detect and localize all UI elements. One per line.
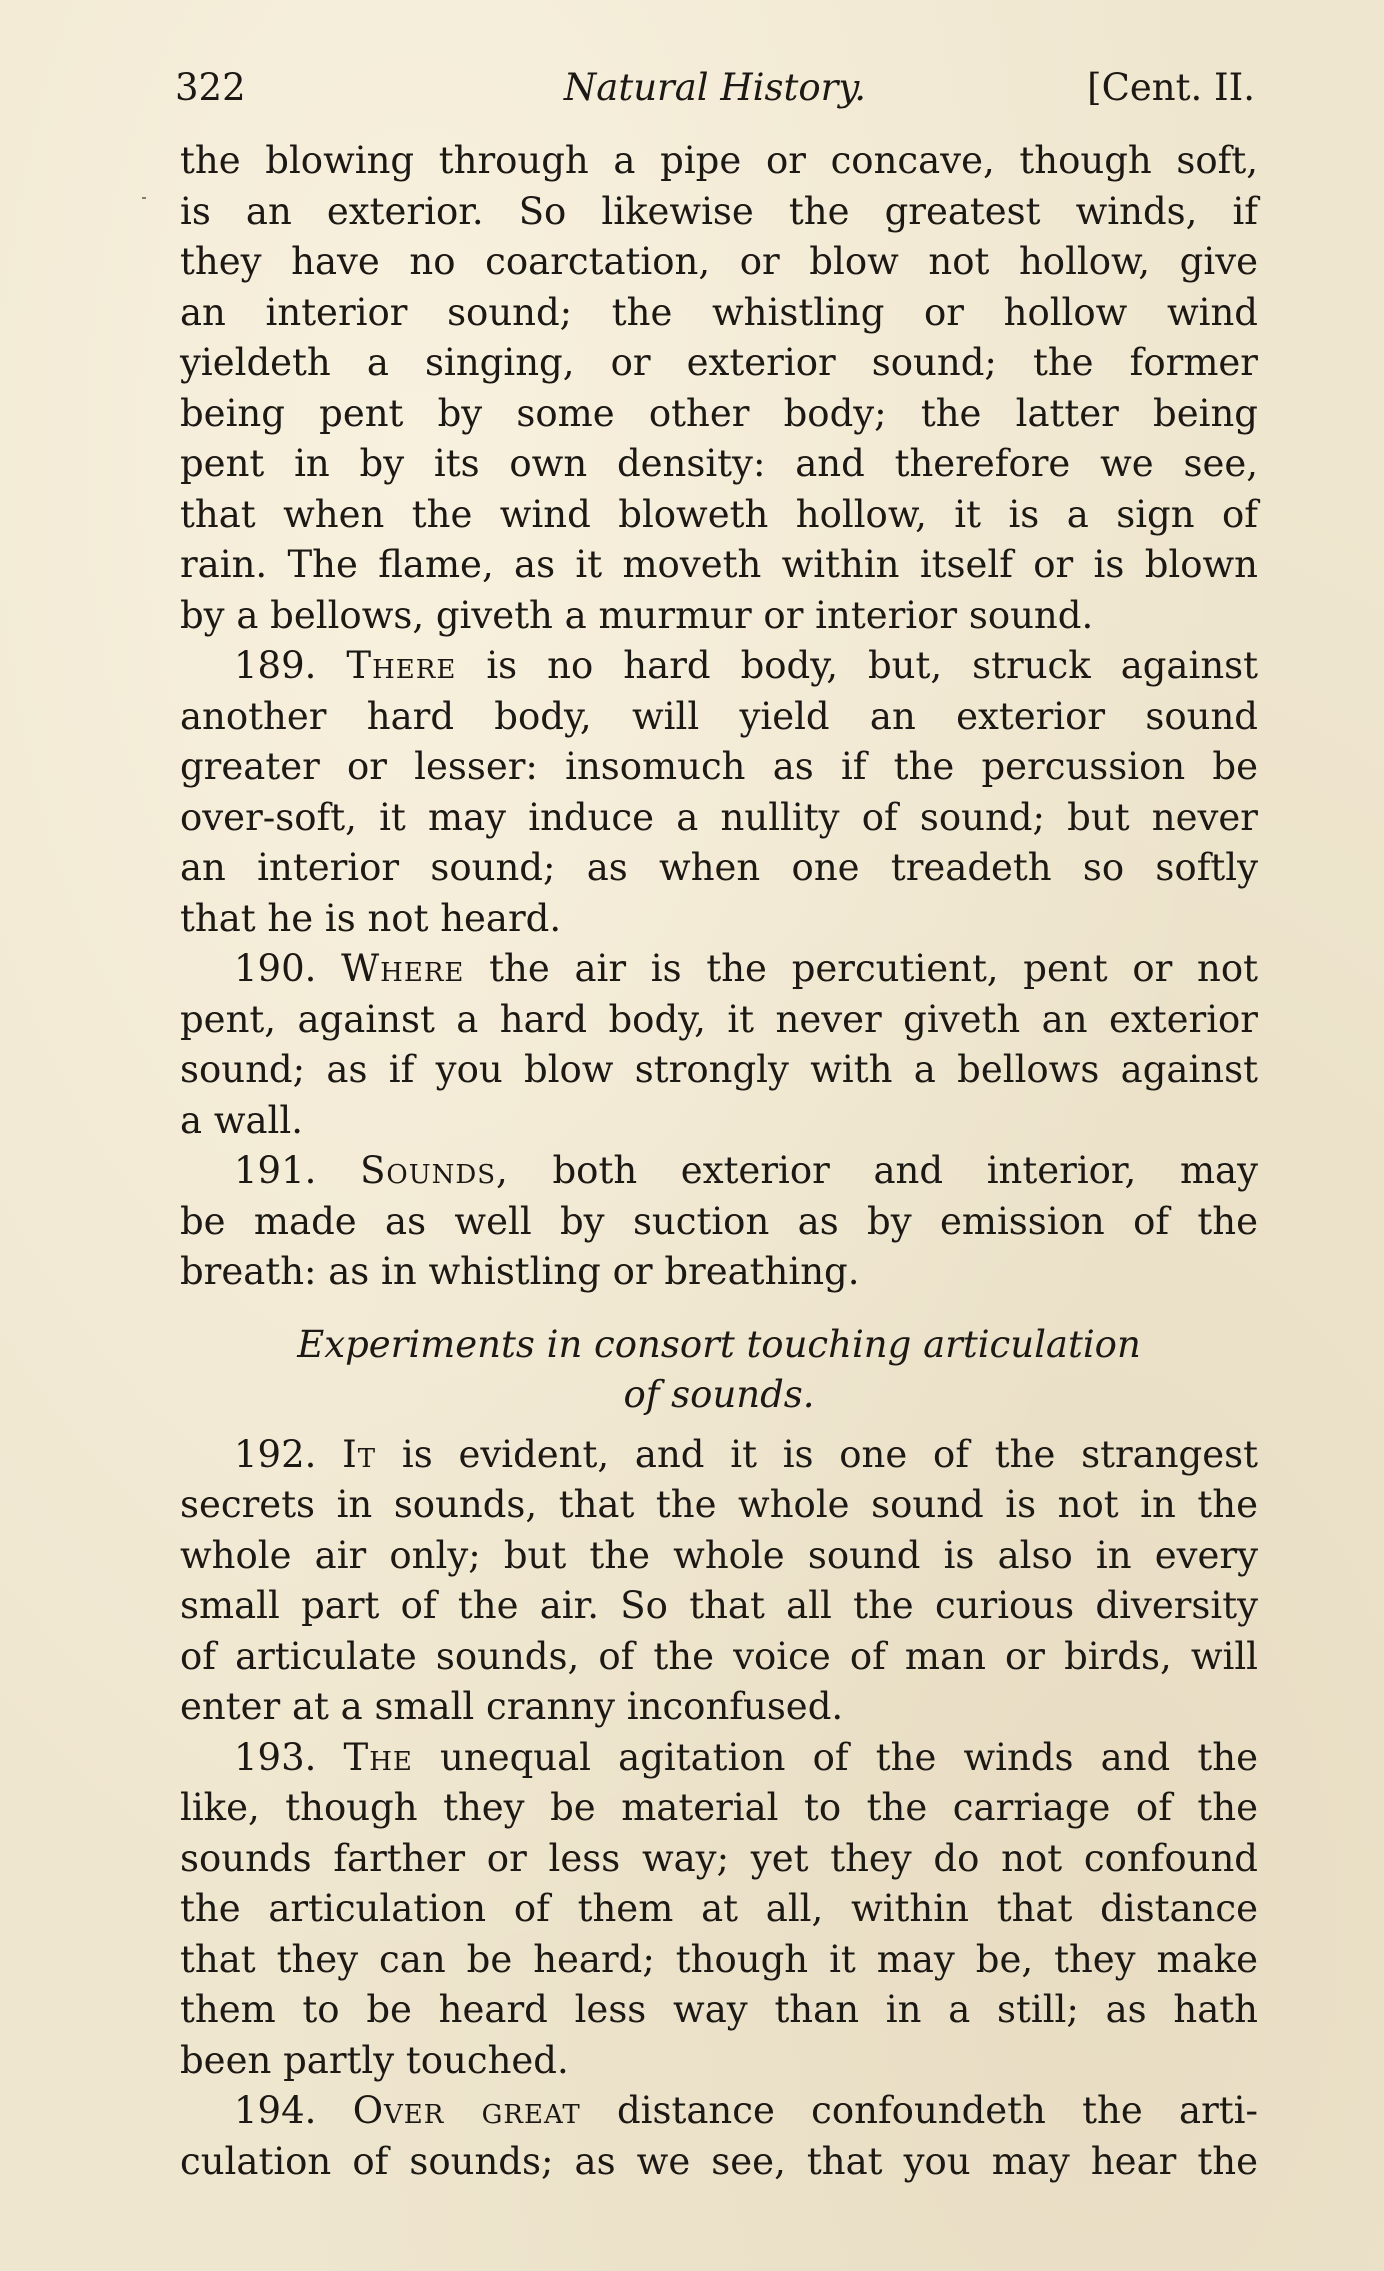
- body-text: [180, 136, 1258, 2187]
- lead-word: Over great: [352, 2089, 581, 2132]
- text-line: an interior sound; the whistling or hollow wind: [180, 290, 1258, 334]
- text-line: been partly touched.: [180, 2038, 569, 2082]
- lead-word: There: [346, 644, 457, 687]
- heading-line: of sounds.: [623, 1372, 815, 1416]
- paragraph-first-line: [180, 1733, 1258, 1784]
- paragraph-189: [180, 641, 1258, 944]
- paragraph-number: 194.: [234, 2089, 317, 2132]
- text-line: breath: as in whistling or breathing.: [180, 1250, 860, 1293]
- text-line: secrets in sounds, that the whole sound is not in the: [180, 1483, 1258, 1526]
- text-line: be made as well by suction as by emission of the: [180, 1199, 1258, 1243]
- text-line: enter at a small cranny inconfused.: [180, 1685, 844, 1728]
- text-run: distance confoundeth the arti-: [616, 2089, 1259, 2132]
- text-line: an interior sound; as when one treadeth so softly: [180, 846, 1258, 889]
- lead-word: It: [342, 1432, 377, 1476]
- text-line: rain. The flame, as it moveth within itself or is blown: [180, 543, 1258, 586]
- paragraph-190: [180, 944, 1258, 1146]
- paragraph-first-line: [180, 1146, 1258, 1197]
- paragraph-193: [180, 1733, 1258, 2087]
- text-line: over-soft, it may induce a nullity of sound; but never: [180, 795, 1258, 839]
- text-line: whole air only; but the whole sound is also in every: [180, 1533, 1258, 1577]
- century-label: [Cent. II.: [1087, 66, 1255, 109]
- margin-mark: [142, 197, 146, 199]
- text-line: the blowing through a pipe or concave, though soft,: [180, 139, 1258, 182]
- text-line: a wall.: [180, 1098, 303, 1142]
- page-number: 322: [175, 66, 246, 109]
- text-line: yieldeth a singing, or exterior sound; the former: [180, 341, 1258, 384]
- text-line: by a bellows, giveth a murmur or interior sound.: [180, 593, 1094, 637]
- paragraph-first-line: [180, 944, 1258, 995]
- text-line: that they can be heard; though it may be, they make: [180, 1937, 1258, 1981]
- text-line: pent in by its own density: and therefore we see,: [180, 442, 1258, 485]
- paragraph-number: 191.: [234, 1149, 317, 1192]
- paragraph-194: [180, 2086, 1258, 2187]
- paragraph-191: [180, 1146, 1258, 1298]
- text-line: them to be heard less way than in a still; as hath: [180, 1988, 1258, 2031]
- text-line: they have no coarctation, or blow not hollow, give: [180, 240, 1258, 283]
- section-heading: [180, 1320, 1258, 1420]
- text-line: that he is not heard.: [180, 896, 562, 940]
- paragraph-first-line: [180, 1430, 1258, 1481]
- text-line: sounds farther or less way; yet they do not confound: [180, 1836, 1258, 1880]
- text-line: culation of sounds; as we see, that you may hear the: [180, 2139, 1258, 2183]
- lead-word: The: [343, 1735, 413, 1779]
- paragraph-number: 192.: [234, 1432, 317, 1476]
- text-line: greater or lesser: insomuch as if the percussion be: [180, 745, 1258, 788]
- text-run: is evident, and it is one of the strangest: [401, 1432, 1258, 1476]
- paragraph-number: 189.: [234, 644, 317, 687]
- text-line: of articulate sounds, of the voice of man or birds, will: [180, 1634, 1258, 1678]
- text-run: both exterior and interior, may: [552, 1149, 1259, 1192]
- lead-word: Sounds,: [360, 1149, 509, 1192]
- paragraph-continued: [180, 136, 1258, 641]
- running-head: [175, 58, 1255, 118]
- paragraph-number: 193.: [234, 1735, 317, 1779]
- text-run: the air is the percutient, pent or not: [489, 947, 1259, 990]
- paragraph-first-line: [180, 641, 1258, 692]
- text-line: like, though they be material to the carriage of the: [180, 1786, 1258, 1829]
- paragraph-192: [180, 1430, 1258, 1733]
- text-line: small part of the air. So that all the curious diversity: [180, 1584, 1258, 1627]
- text-line: that when the wind bloweth hollow, it is a sign of: [180, 492, 1258, 536]
- text-run: is no hard body, but, struck against: [486, 644, 1259, 687]
- text-line: sound; as if you blow strongly with a bellows against: [180, 1048, 1258, 1091]
- lead-word: Where: [341, 947, 465, 990]
- text-run: unequal agitation of the winds and the: [440, 1735, 1258, 1779]
- text-line: is an exterior. So likewise the greatest winds, if: [180, 189, 1258, 233]
- heading-line: Experiments in consort touching articulation: [297, 1322, 1141, 1366]
- book-title: Natural History.: [563, 66, 867, 109]
- text-line: another hard body, will yield an exterior sound: [180, 694, 1258, 738]
- text-line: the articulation of them at all, within that distance: [180, 1887, 1258, 1930]
- paragraph-number: 190.: [234, 947, 317, 990]
- paragraph-first-line: [180, 2086, 1258, 2137]
- text-line: pent, against a hard body, it never giveth an exterior: [180, 997, 1258, 1041]
- text-line: being pent by some other body; the latter being: [180, 391, 1258, 435]
